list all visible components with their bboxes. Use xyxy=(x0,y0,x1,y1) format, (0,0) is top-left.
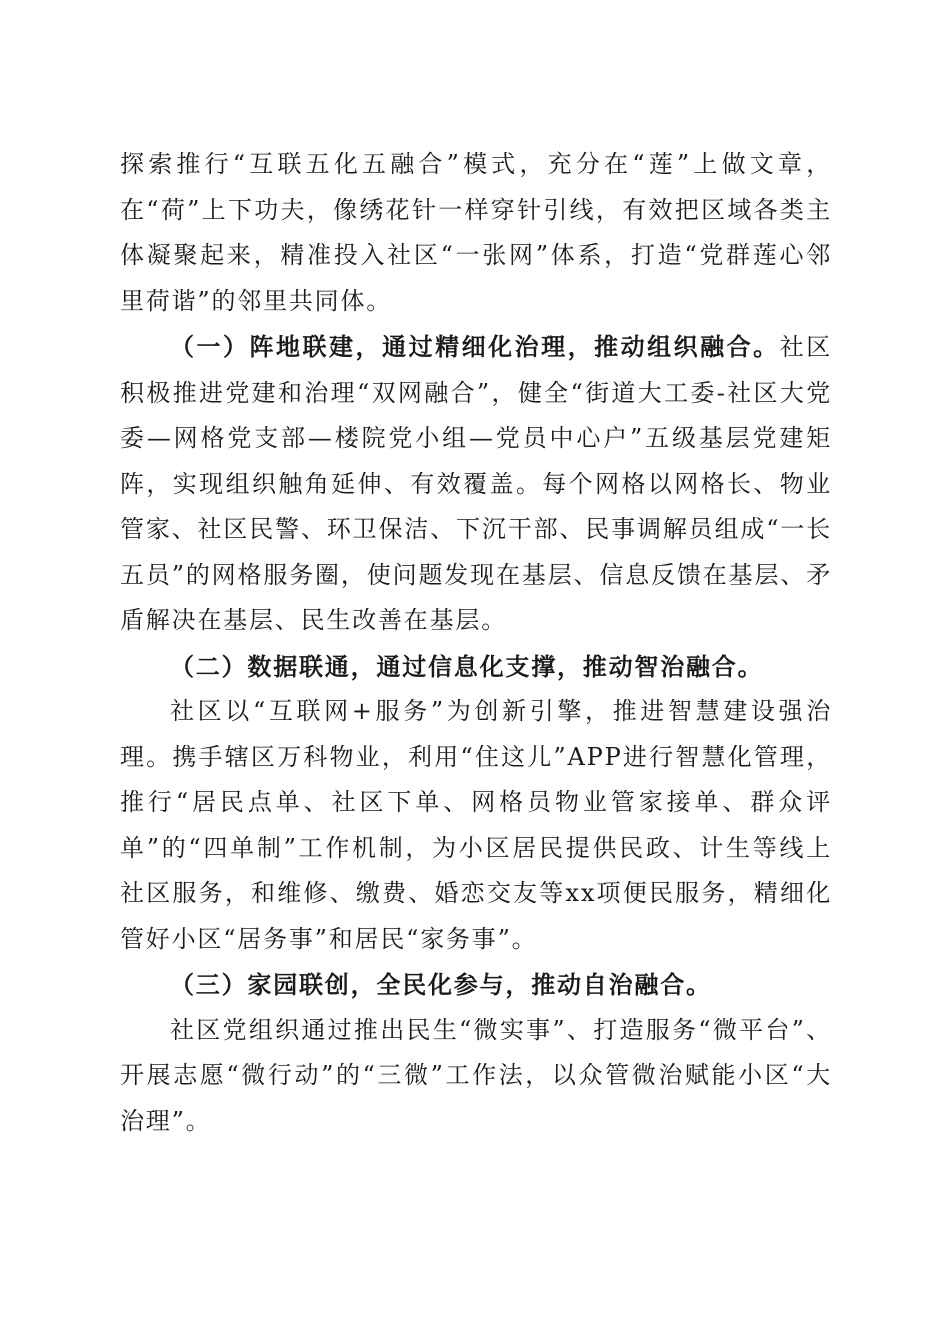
intro-paragraph: 探索推行“互联五化五融合”模式，充分在“莲”上做文章，在“荷”上下功夫，像绣花针一样穿针引线，有效把区域各类主体凝聚起来，精准投入社区“一张网”体系，打造“党群莲心邻里荷谐”的邻里共同体。 xyxy=(120,150,832,315)
section-1-body: 社区积极推进党建和治理“双网融合”，健全“街道大工委-社区大党委—网格党支部—楼院党小组—党员中心户”五级基层党建矩阵，实现组织触角延伸、有效覆盖。每个网格以网格长、物业管家、社区民警、环卫保洁、下沉干部、民事调解员组成“一长五员”的网格服务圈，使问题发现在基层、信息反馈在基层、矛盾解决在基层、民生改善在基层。 xyxy=(120,333,832,634)
section-3-body: 社区党组织通过推出民生“微实事”、打造服务“微平台”、开展志愿“微行动”的“三微”工作法，以众管微治赋能小区“大治理”。 xyxy=(120,1015,832,1135)
section-2-body: 社区以“互联网+服务”为创新引擎，推进智慧建设强治理。携手辖区万科物业，利用“住这儿”APP进行智慧化管理，推行“居民点单、社区下单、网格员物业管家接单、群众评单”的“四单制”工作机制，为小区居民提供民政、计生等线上社区服务，和维修、缴费、婚恋交友等xx项便民服务，精细化管好小区“居务事”和居民“家务事”。 xyxy=(120,697,832,953)
section-1-heading: （一）阵地联建，通过精细化治理，推动组织融合。 xyxy=(170,332,780,361)
section-1-paragraph xyxy=(120,324,832,644)
section-2-heading: （二）数据联通，通过信息化支撑，推动智治融合。 xyxy=(170,651,764,681)
document-body xyxy=(120,142,832,1144)
section-3-heading: （三）家园联创，全民化参与，推动自治融合。 xyxy=(170,970,712,999)
